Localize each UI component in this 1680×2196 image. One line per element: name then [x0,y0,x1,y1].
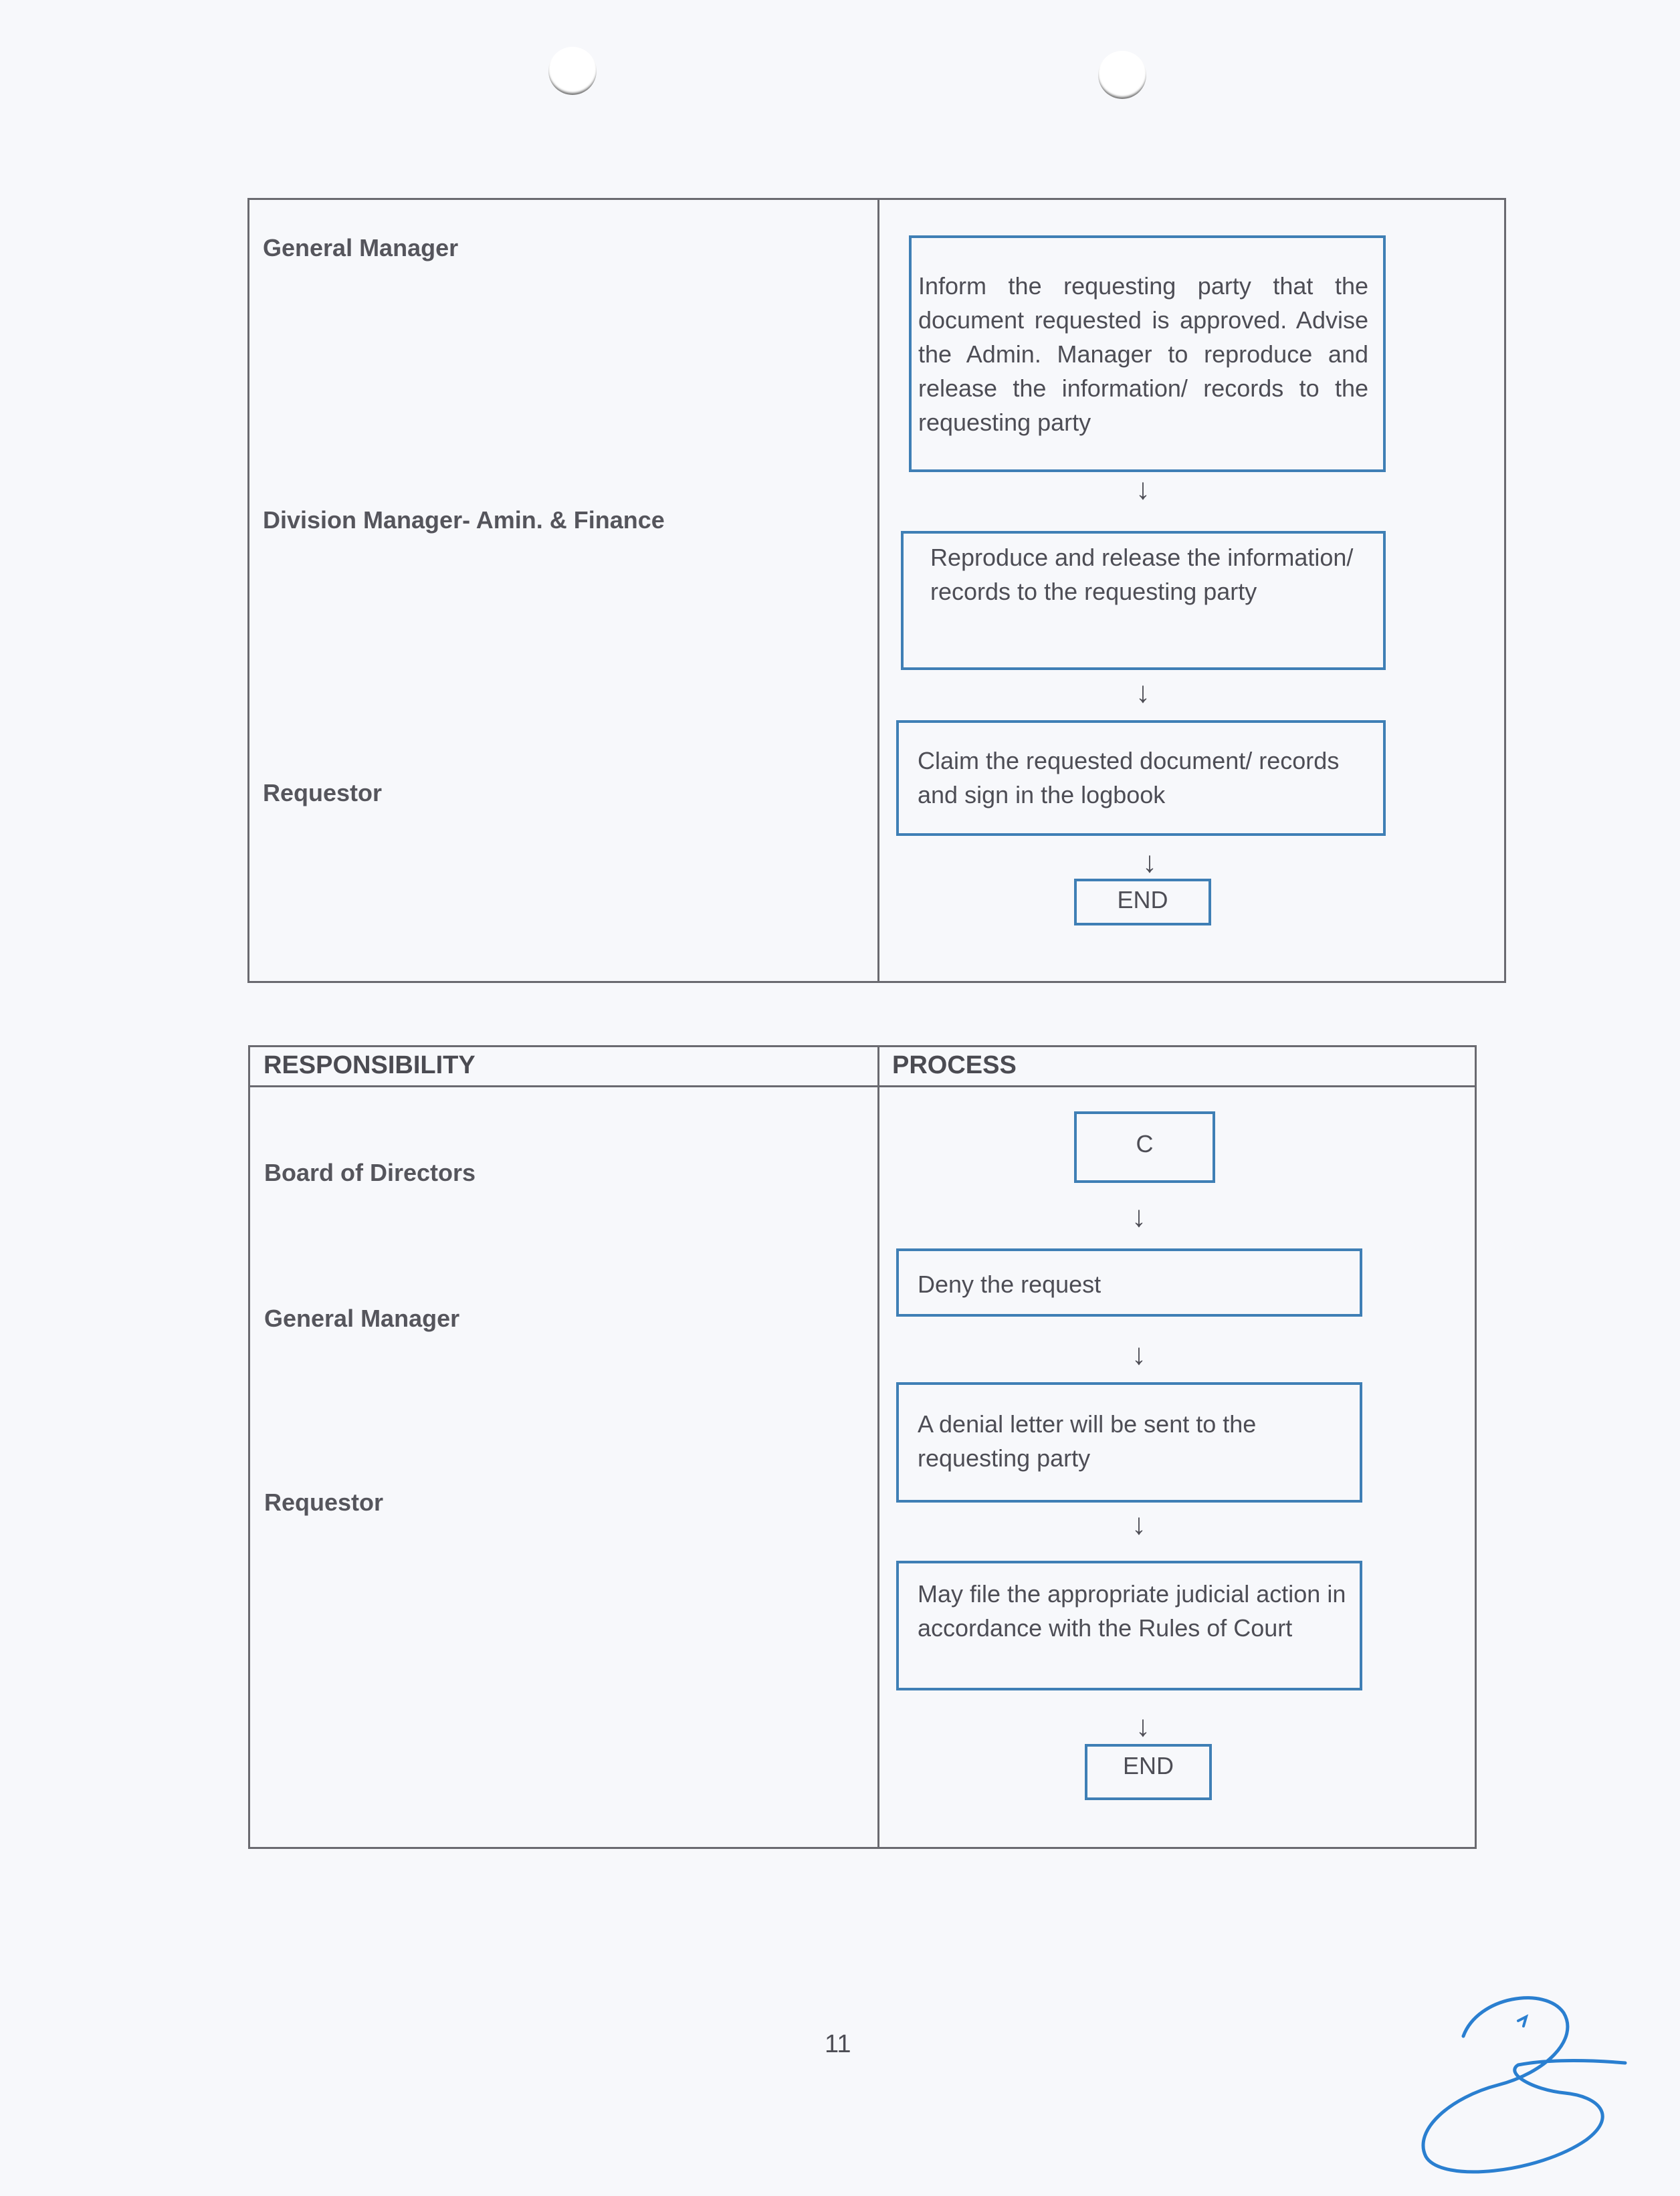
process-step-text: May file the appropriate judicial action in accordance with the Rules of Court [918,1580,1346,1642]
role-board-of-directors: Board of Directors [264,1159,476,1186]
page-number: 11 [825,2030,851,2058]
role-division-manager: Division Manager- Amin. & Finance [263,506,665,534]
end-label: END [1122,1751,1174,1779]
process-step-text: Inform the requesting party that the document requested is approved. Advise the Admin. Manager to reproduce and release the information/ records to the requesting party [918,272,1368,436]
role-requestor: Requestor [264,1489,384,1516]
connector-c [1074,1111,1215,1183]
flow-arrow: ↓ [1142,846,1157,879]
process-step-text: A denial letter will be sent to the requesting party [918,1410,1257,1472]
role-general-manager: General Manager [264,1305,460,1332]
header-responsibility: RESPONSIBILITY [264,1051,476,1079]
header-divider [250,1085,1475,1087]
process-step-reproduce [901,531,1386,670]
role-general-manager: General Manager [263,234,459,261]
punch-hole-right [1098,51,1146,99]
handwritten-initials [1404,1973,1645,2187]
flow-arrow: ↓ [1136,1710,1150,1743]
punch-hole-left [548,47,597,95]
process-step-text: Claim the requested document/ records and sign in the logbook [918,747,1340,808]
process-step-deny [896,1248,1362,1317]
process-step-inform [909,235,1386,472]
flow-arrow: ↓ [1132,1508,1146,1541]
connector-label: C [1136,1130,1154,1158]
column-divider [877,200,879,981]
header-process: PROCESS [892,1051,1017,1079]
flow-arrow: ↓ [1132,1338,1146,1371]
role-requestor: Requestor [263,779,383,806]
process-step-judicial-action [896,1561,1362,1690]
flow-arrow: ↓ [1132,1200,1146,1233]
column-divider [877,1047,879,1847]
process-step-text: Reproduce and release the information/ records to the requesting party [930,544,1354,605]
process-step-text: Deny the request [918,1271,1101,1298]
end-terminator [1074,879,1211,925]
process-step-claim [896,720,1386,836]
end-terminator [1085,1744,1212,1800]
process-step-denial-letter [896,1382,1362,1503]
flow-arrow: ↓ [1136,473,1150,506]
end-label: END [1117,885,1168,913]
flow-arrow: ↓ [1136,676,1150,709]
